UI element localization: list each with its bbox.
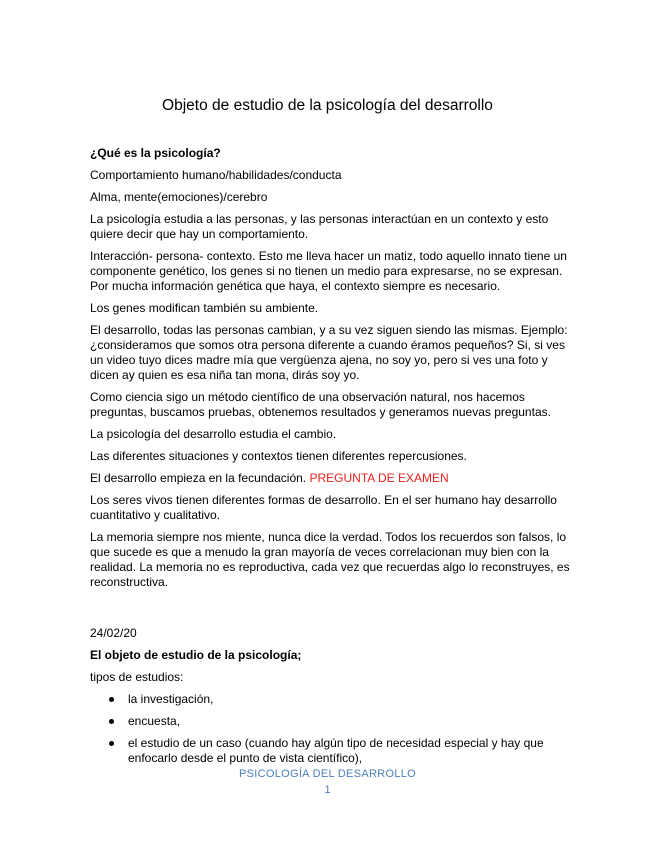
fecundacion-text: El desarrollo empieza en la fecundación. [90, 471, 307, 485]
exam-question-highlight: PREGUNTA DE EXAMEN [309, 471, 449, 485]
list-item [90, 714, 572, 729]
list-item [90, 736, 572, 766]
section-heading-objeto: El objeto de estudio de la psicología; [90, 648, 302, 662]
date-line: 24/02/20 [90, 626, 137, 640]
paragraph: Comportamiento humano/habilidades/conducta [90, 168, 342, 182]
spacer [90, 597, 572, 626]
paragraph: Alma, mente(emociones)/cerebro [90, 190, 268, 204]
paragraph: La memoria siempre nos miente, nunca dice la verdad. Todos los recuerdos son falsos, lo que sucede es que a menudo la gran mayoría de veces correlacionan muy bien con la realidad. La memoria no es reproductiva, cada vez que recuerdas algo lo reconstruyes, es reconstructiva. [90, 530, 570, 589]
document-title: Objeto de estudio de la psicología del desarrollo [162, 97, 493, 114]
bullet-icon [109, 697, 114, 702]
list-item [90, 692, 572, 707]
paragraph: La psicología del desarrollo estudia el cambio. [90, 427, 337, 441]
bullet-icon [109, 719, 114, 724]
study-types-list [90, 692, 572, 766]
list-item-text: el estudio de un caso (cuando hay algún tipo de necesidad especial y hay que enfocarlo desde el punto de vista científico), [128, 736, 544, 765]
document-body [90, 146, 572, 773]
paragraph: Los seres vivos tienen diferentes formas de desarrollo. En el ser humano hay desarrollo cuantitativo y cualitativo. [90, 493, 557, 522]
paragraph: Interacción- persona- contexto. Esto me lleva hacer un matiz, todo aquello innato tiene un componente genético, los genes si no tienen un medio para expresarse, no se expresan. Por mucha información genética que haya, el contexto siempre es necesario. [90, 249, 567, 293]
list-item-text: encuesta, [128, 714, 181, 728]
list-item-text: la investigación, [128, 692, 214, 706]
study-types-intro: tipos de estudios: [90, 670, 184, 684]
paragraph: La psicología estudia a las personas, y las personas interactúan en un contexto y esto quiere decir que hay un comportamiento. [90, 212, 549, 241]
paragraph: Como ciencia sigo un método científico de una observación natural, nos hacemos preguntas, buscamos pruebas, obtenemos resultados y generamos nuevas preguntas. [90, 390, 551, 419]
paragraph-fecundacion [90, 471, 572, 486]
paragraph: El desarrollo, todas las personas cambian, y a su vez siguen siendo las mismas. Ejemplo: ¿consideramos que somos otra persona diferente a cuando éramos pequeños? Si, si ves un video tuyo dices madre mía que vergüenza ajena, no soy yo, pero si ves una foto y dicen ay quien es esa niña tan mona, dirás soy yo. [90, 323, 568, 382]
bullet-icon [109, 741, 114, 746]
page-number: 1 [324, 784, 331, 796]
section-heading-que-es: ¿Qué es la psicología? [90, 146, 221, 160]
paragraph: Las diferentes situaciones y contextos tienen diferentes repercusiones. [90, 449, 467, 463]
paragraph: Los genes modifican también su ambiente. [90, 301, 319, 315]
footer-title: PSICOLOGÍA DEL DESARROLLO [238, 768, 417, 780]
